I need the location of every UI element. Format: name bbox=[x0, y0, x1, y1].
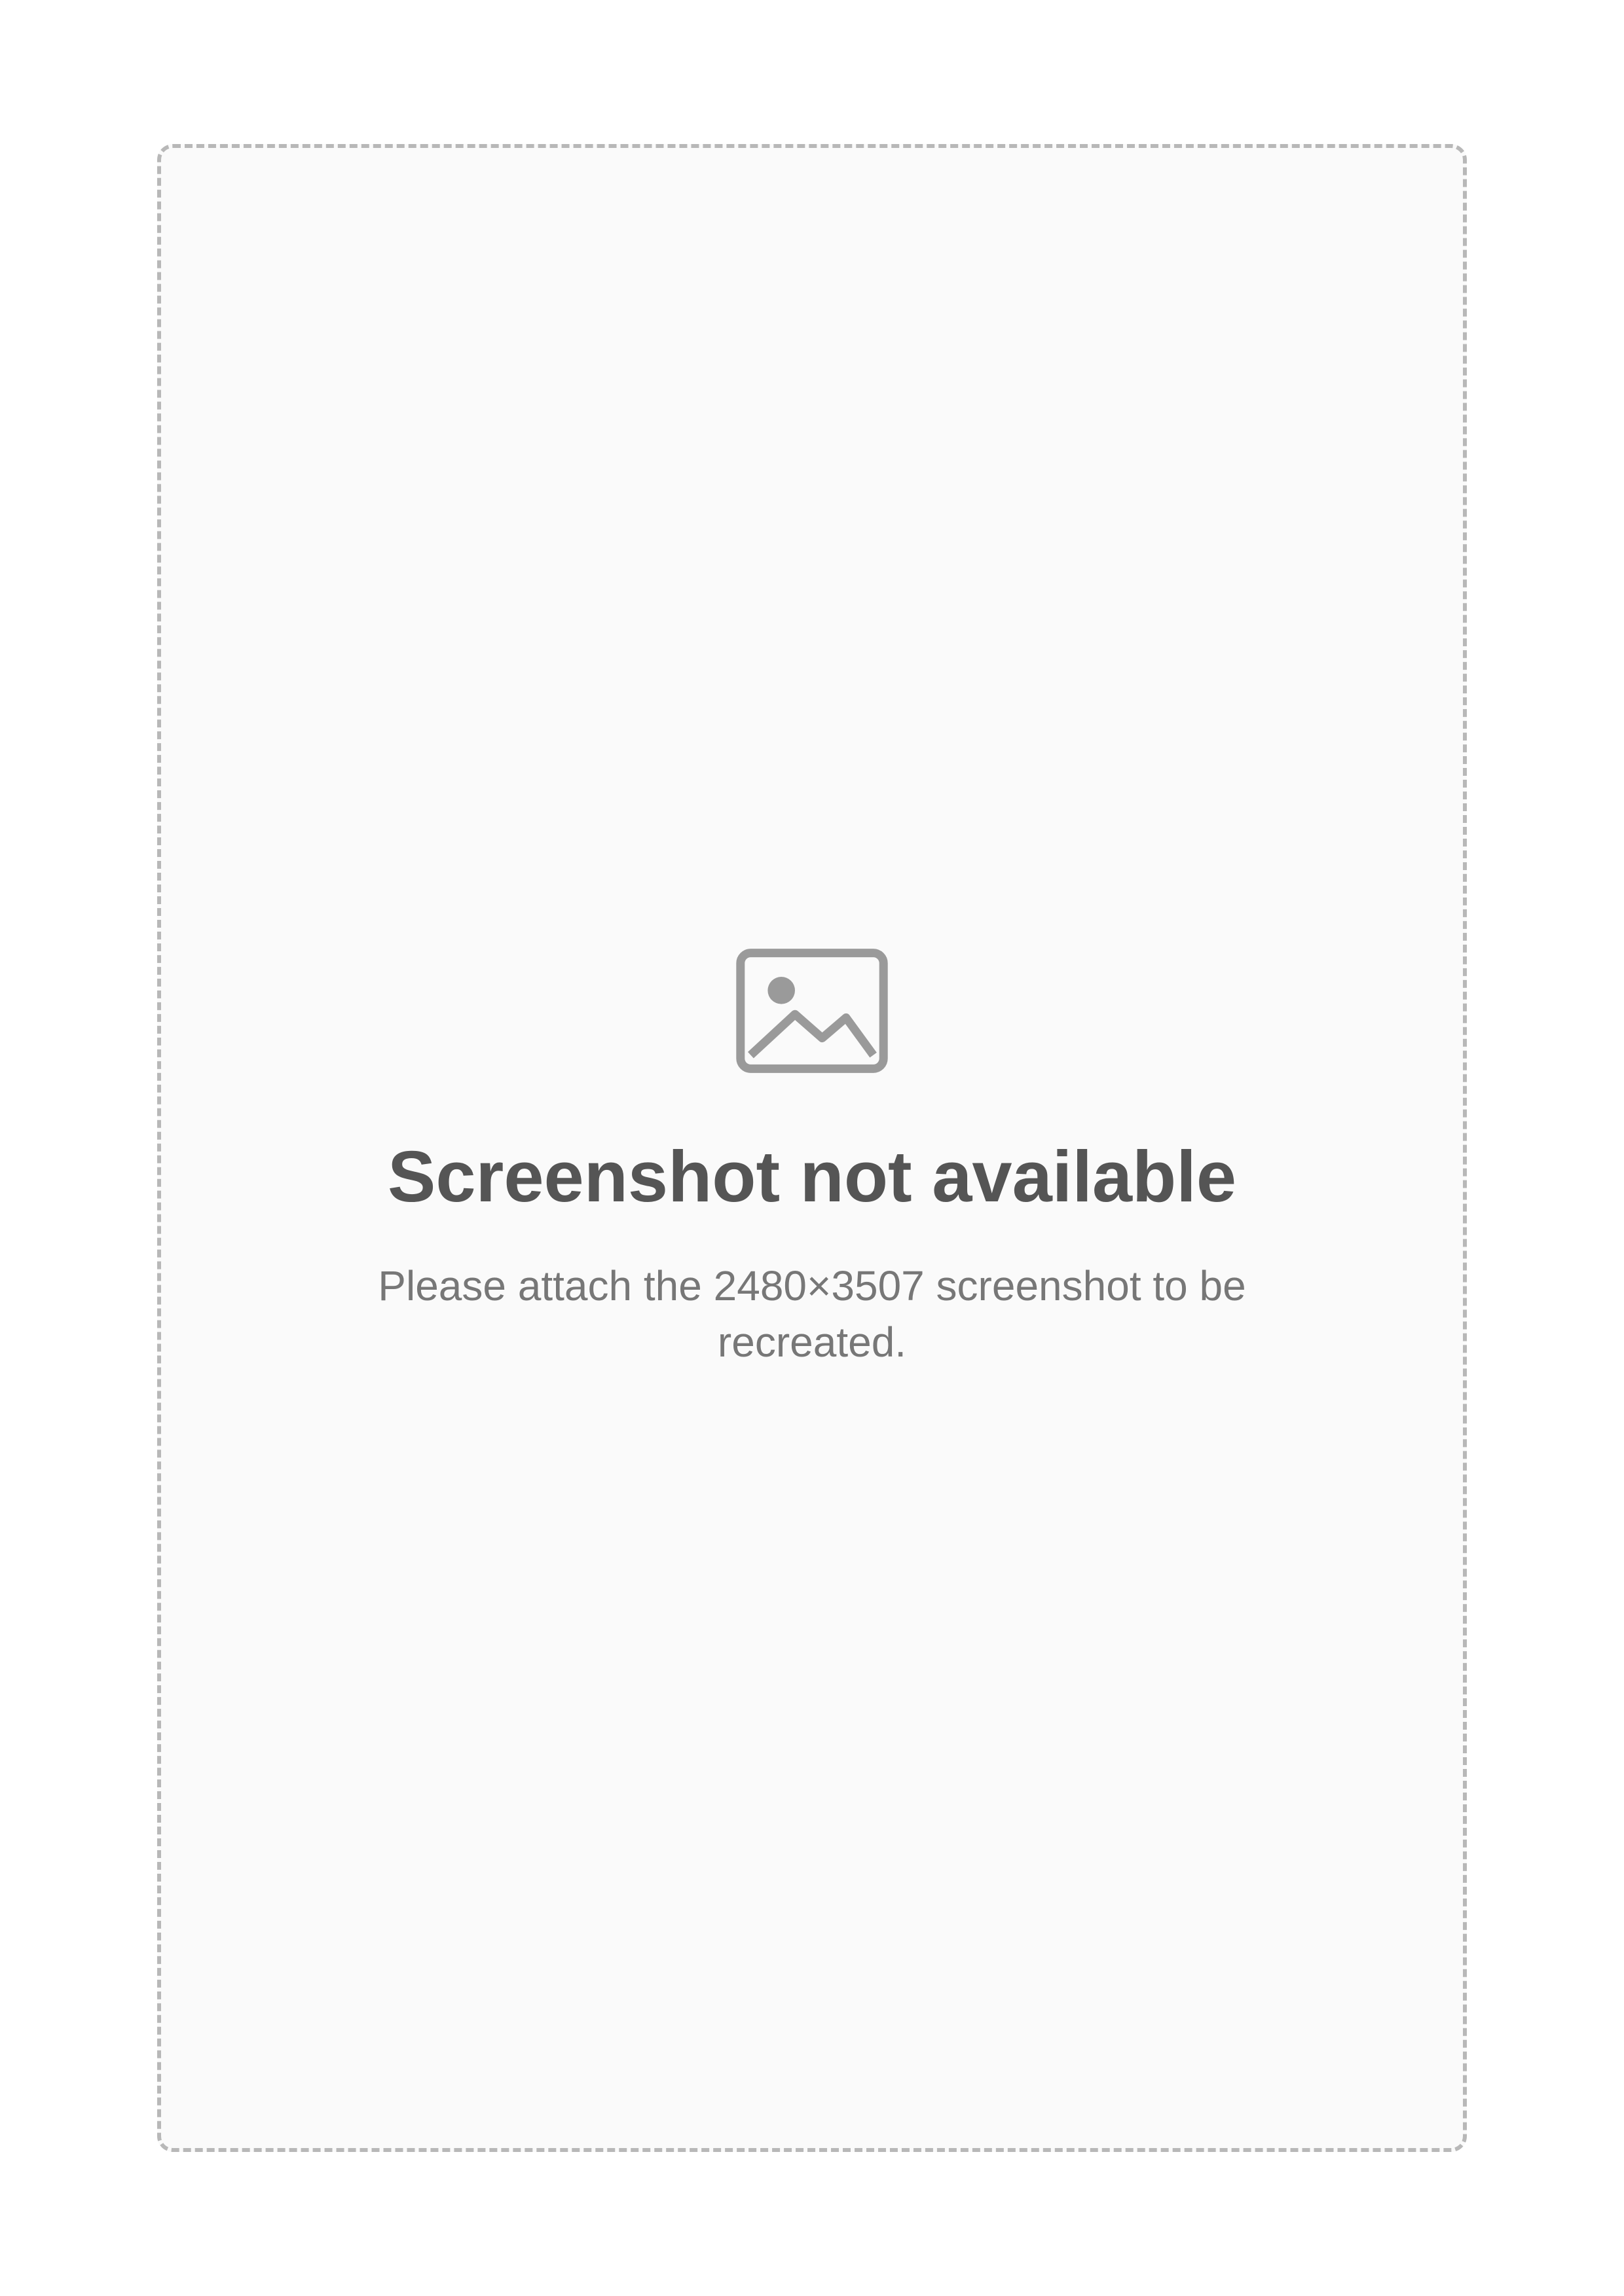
image-icon bbox=[727, 926, 897, 1096]
placeholder-subtitle: Please attach the 2480×3507 screenshot to be recreated. bbox=[378, 1262, 1246, 1366]
placeholder-title: Screenshot not available bbox=[388, 1136, 1236, 1217]
placeholder-panel bbox=[157, 144, 1467, 2152]
